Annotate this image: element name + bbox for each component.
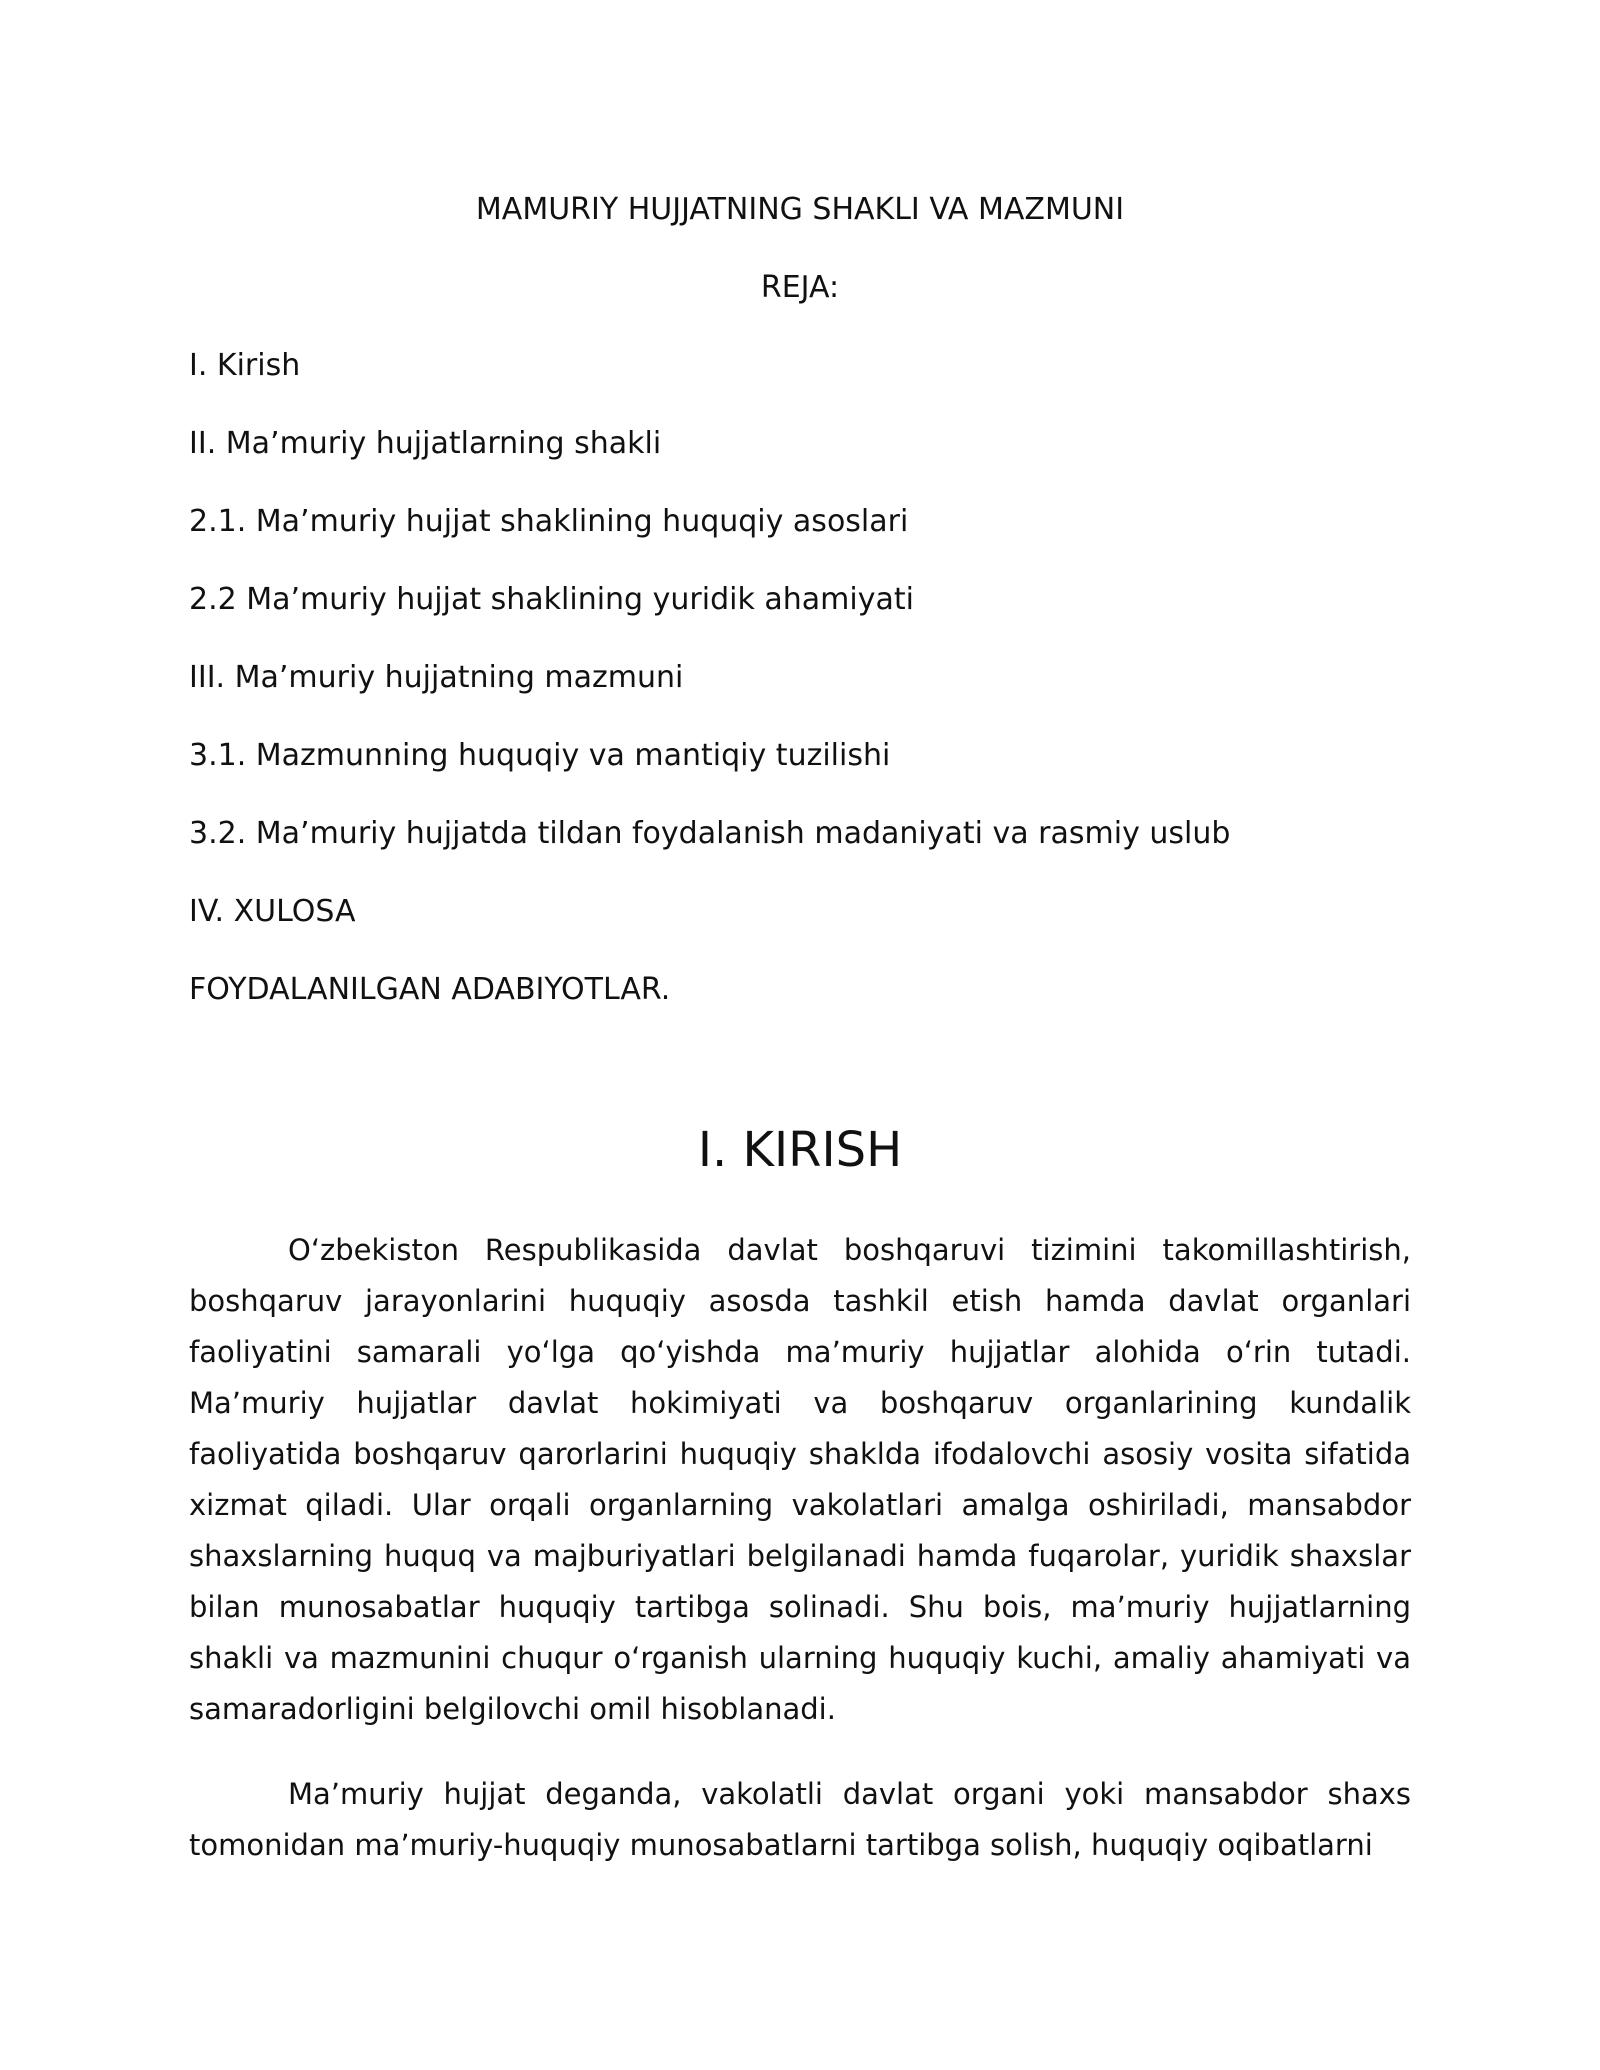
body-paragraph: Ma’muriy hujjat deganda, vakolatli davlat organi yoki mansabdor shaxs tomonidan ma’muriy-huquqiy munosabatlarni tartibga solish, huquqiy oqibatlarni [189,1777,1411,1862]
section-heading: I. KIRISH [697,1122,903,1178]
document-title: MAMURIY HUJJATNING SHAKLI VA MAZMUNI [475,192,1125,227]
plan-heading: REJA: [760,270,840,305]
plan-item: 3.1. Mazmunning huquqiy va mantiqiy tuzilishi [189,738,891,773]
plan-item: 2.1. Ma’muriy hujjat shaklining huquqiy asoslari [189,504,909,539]
plan-item: FOYDALANILGAN ADABIYOTLAR. [189,972,671,1007]
plan-item: I. Kirish [189,348,301,383]
plan-item: III. Ma’muriy hujjatning mazmuni [189,660,684,695]
plan-item: 3.2. Ma’muriy hujjatda tildan foydalanish madaniyati va rasmiy uslub [189,816,1231,851]
body-paragraph: O‘zbekiston Respublikasida davlat boshqaruvi tizimini takomillashtirish, boshqaruv jarayonlarini huquqiy asosda tashkil etish hamda davlat organlari faoliyatini samarali yo‘lga qo‘yishda ma’muriy hujjatlar alohida o‘rin tutadi. Ma’muriy hujjatlar davlat hokimiyati va boshqaruv organlarining kundalik faoliyatida boshqaruv qarorlarini huquqiy shaklda ifodalovchi asosiy vosita sifatida xizmat qiladi. Ular orqali organlarning vakolatlari amalga oshiriladi, mansabdor shaxslarning huquq va majburiyatlari belgilanadi hamda fuqarolar, yuridik shaxslar bilan munosabatlar huquqiy tartibga solinadi. Shu bois, ma’muriy hujjatlarning shakli va mazmunini chuqur o‘rganish ularning huquqiy kuchi, amaliy ahamiyati va samaradorligini belgilovchi omil hisoblanadi. [189,1233,1411,1726]
plan-item: 2.2 Ma’muriy hujjat shaklining yuridik ahamiyati [189,582,914,617]
plan-item: IV. XULOSA [189,894,356,929]
plan-list [189,346,1449,1048]
plan-item: II. Ma’muriy hujjatlarning shakli [189,426,662,461]
